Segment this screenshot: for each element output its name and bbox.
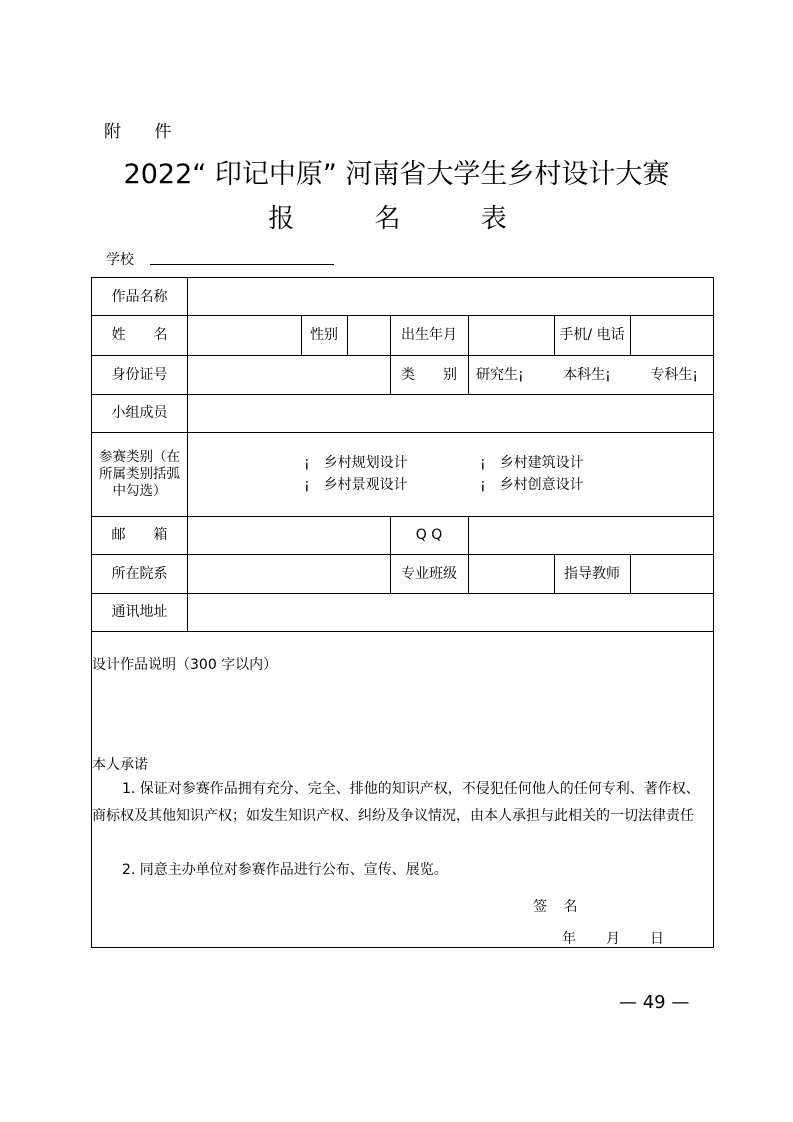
pledge-title: 本人承诺 [92, 757, 148, 773]
registration-form-table [91, 277, 714, 948]
phone-label: 手机/ 电话 [559, 327, 625, 343]
team-members-label: 小组成员 [111, 405, 168, 421]
major-class-field[interactable] [469, 554, 554, 593]
advisor-field[interactable] [631, 554, 713, 593]
school-label: 学校 [106, 252, 134, 268]
work-name-label: 作品名称 [111, 288, 168, 305]
form-subtitle: 报 名 表 [268, 204, 543, 234]
description-label: 设计作品说明（300 字以内） [92, 657, 278, 673]
qq-field[interactable] [469, 516, 713, 554]
name-field[interactable] [188, 315, 301, 355]
form-title: 2022“ 印记中原” 河南省大学生乡村设计大赛 [123, 159, 670, 190]
birth-label: 出生年月 [401, 327, 457, 343]
gender-field[interactable] [348, 315, 390, 355]
degree-options [476, 355, 698, 394]
attachment-label: 附 件 [104, 122, 186, 142]
date-month: 月 [606, 931, 620, 947]
entry-option-planning[interactable]: ¡ 乡村规划设计 [304, 455, 408, 471]
pledge-item-2: 2. 同意主办单位对参赛作品进行公布、宣传、展览。 [122, 862, 448, 878]
college-label: 所在院系 [111, 565, 168, 582]
address-field[interactable] [188, 593, 713, 631]
work-name-field[interactable] [188, 278, 713, 315]
birth-field[interactable] [469, 315, 554, 355]
degree-option-undergraduate[interactable]: 本科生¡ [563, 366, 611, 383]
page-number: — 49 — [619, 992, 690, 1013]
team-members-field[interactable] [188, 394, 713, 432]
entry-option-creative[interactable]: ¡ 乡村创意设计 [480, 477, 584, 493]
entry-option-architecture[interactable]: ¡ 乡村建筑设计 [480, 455, 584, 471]
email-field[interactable] [188, 516, 390, 554]
id-number-label: 身份证号 [111, 366, 168, 383]
signature-label: 签 名 [533, 899, 584, 915]
id-number-field[interactable] [188, 355, 390, 394]
entry-option-landscape[interactable]: ¡ 乡村景观设计 [304, 477, 408, 493]
major-class-label: 专业班级 [401, 565, 457, 582]
address-label: 通讯地址 [111, 604, 168, 620]
gender-label: 性别 [310, 327, 338, 343]
category-label: 类 别 [401, 366, 457, 383]
date-year: 年 [562, 931, 576, 947]
email-label: 邮 箱 [111, 527, 168, 543]
degree-option-graduate[interactable]: 研究生¡ [476, 366, 524, 383]
name-label: 姓 名 [111, 327, 168, 343]
qq-label: Q Q [415, 527, 443, 543]
pledge-item-1: 1. 保证对参赛作品拥有充分、完全、排他的知识产权，不侵犯任何他人的任何专利、著作权、商标权及其他知识产权；如发生知识产权、纠纷及争议情况，由本人承担与此相关的一切法律责任 [92, 781, 700, 824]
date-day: 日 [650, 931, 664, 947]
college-field[interactable] [188, 554, 390, 593]
phone-field[interactable] [631, 315, 713, 355]
school-input-line[interactable] [150, 264, 334, 265]
advisor-label: 指导教师 [564, 565, 620, 582]
date-line [562, 928, 664, 948]
degree-option-junior-college[interactable]: 专科生¡ [650, 366, 698, 383]
entry-category-label: 参赛类别（在所属类别括弧中勾选） [99, 448, 180, 499]
